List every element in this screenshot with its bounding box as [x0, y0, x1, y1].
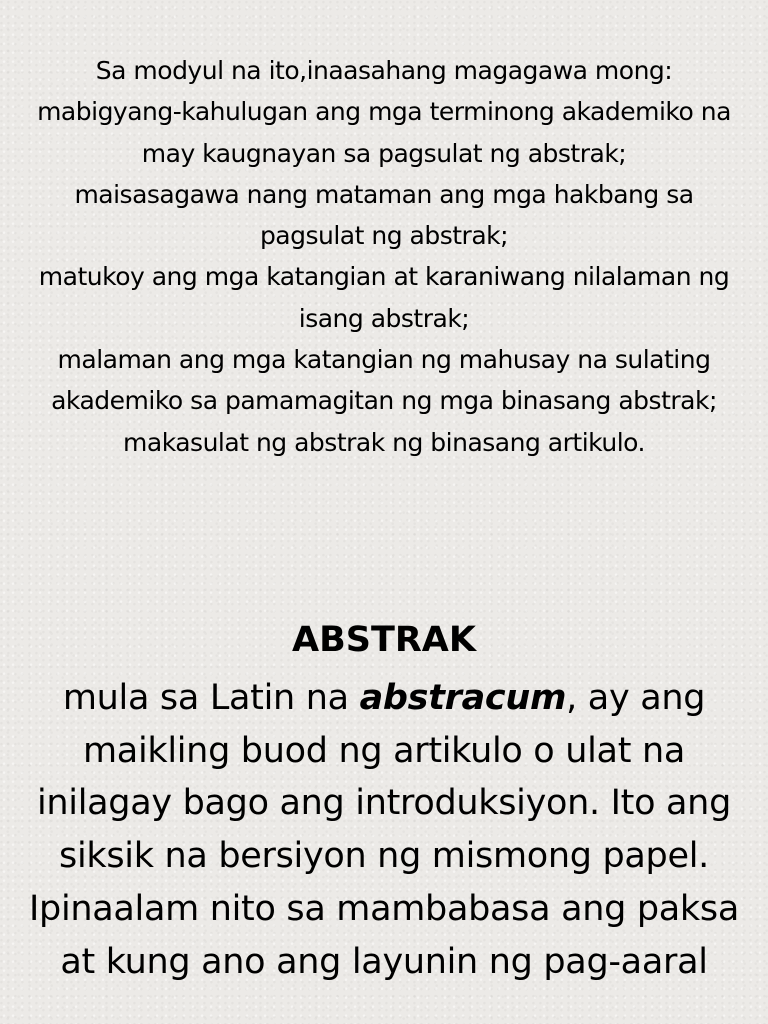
- definition-paragraph: [14, 672, 754, 988]
- section-heading: ABSTRAK: [291, 620, 476, 660]
- objectives-intro: Sa modyul na ito,inaasahang magagawa mong:: [95, 56, 673, 85]
- definition-text-before: mula sa Latin na: [62, 678, 360, 718]
- objective-item: malaman ang mga katangian ng mahusay na sulating akademiko sa pamamagitan ng mga binasang abstrak;: [51, 345, 717, 416]
- definition-term: abstracum: [359, 678, 567, 718]
- objective-item: mabigyang-kahulugan ang mga terminong akademiko na may kaugnayan sa pagsulat ng abstrak;: [37, 97, 731, 168]
- objective-item: makasulat ng abstrak ng binasang artikulo.: [123, 427, 645, 457]
- objective-item: matukoy ang mga katangian at karaniwang nilalaman ng isang abstrak;: [38, 262, 730, 333]
- objectives-block: [20, 50, 748, 463]
- objective-item: maisasagawa nang mataman ang mga hakbang sa pagsulat ng abstrak;: [74, 179, 694, 251]
- definition-text-after: , ay ang maikling buod ng artikulo o ulat na inilagay bago ang introduksiyon. Ito ang siksik na bersiyon ng mismong papel. Ipinaalam nito sa mambabasa ang paksa at kung ano ang layunin ng pag-aaral: [29, 678, 739, 982]
